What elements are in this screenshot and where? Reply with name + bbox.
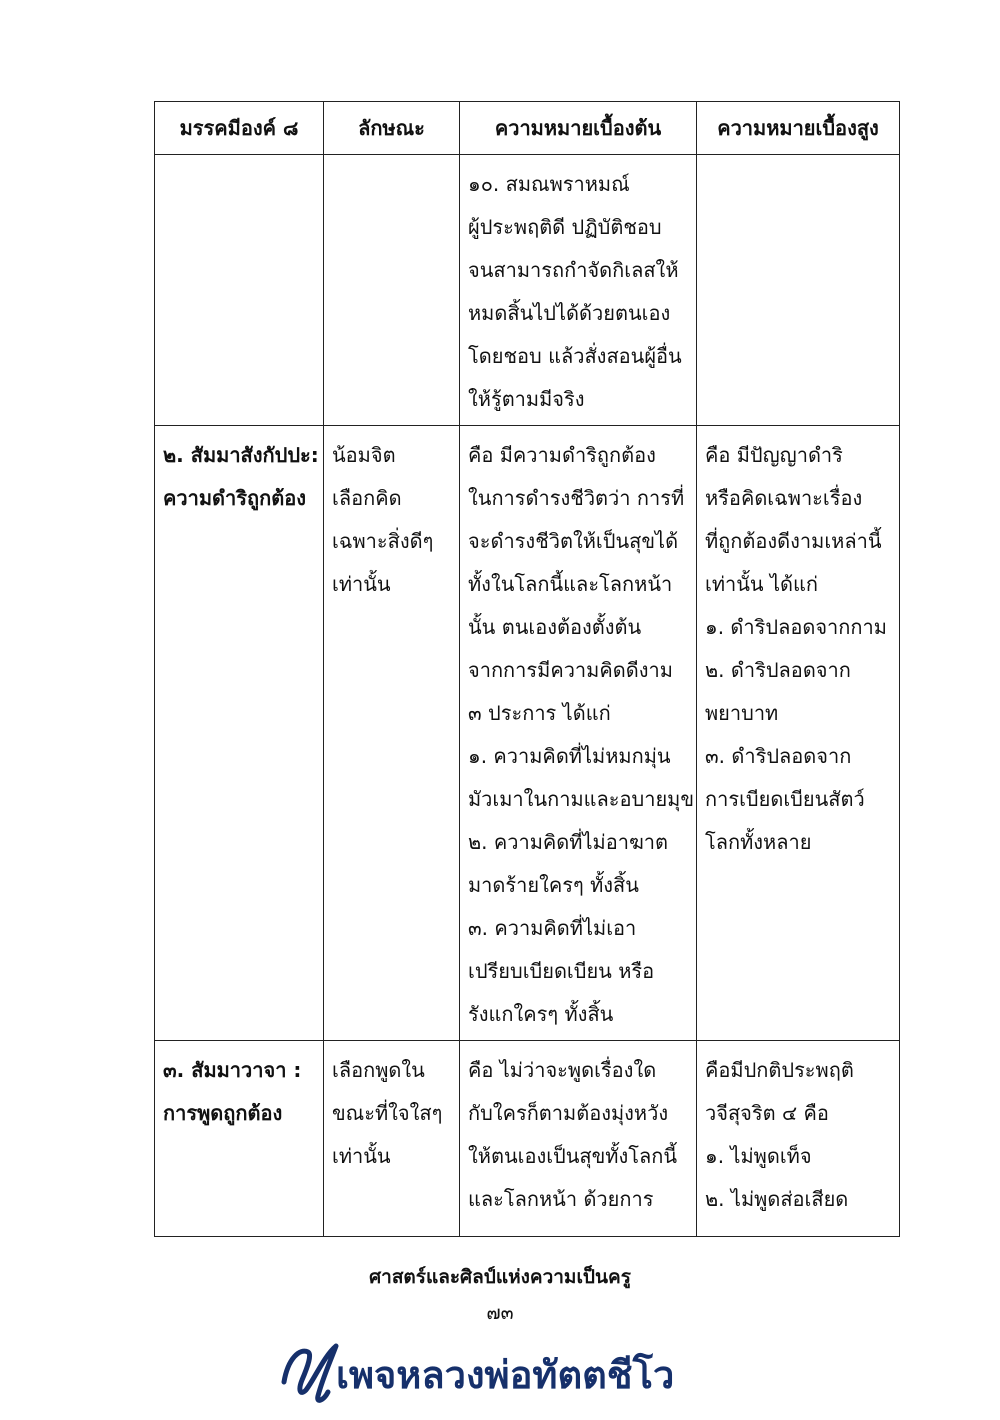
cell-line: และโลกหน้า ด้วยการ [468, 1187, 654, 1211]
cell-advanced-meaning [697, 1041, 900, 1237]
cell-line: พยาบาท [705, 701, 779, 725]
table-row [155, 155, 900, 426]
cell-line: การเบียดเบียนสัตว์ [705, 787, 865, 811]
cell-line: ๒. สัมมาสังกัปปะ: [163, 443, 319, 467]
cell-line: ๓. ดำริปลอดจาก [705, 744, 852, 768]
table-row [155, 426, 900, 1041]
cell-line: หมดสิ้นไปได้ด้วยตนเอง [468, 301, 671, 325]
cell-line: ทั้งในโลกนี้และโลกหน้า [468, 572, 673, 596]
footer-title: ศาสตร์และศิลป์แห่งความเป็นครู [369, 1266, 631, 1288]
cell-line: ขณะที่ใจใสๆ [332, 1101, 443, 1125]
cell-line: จนสามารถกำจัดกิเลสให้ [468, 258, 679, 282]
cell-line: เท่านั้น ได้แก่ [705, 572, 818, 596]
cell-characteristic [324, 155, 460, 426]
cell-line: วจีสุจริต ๔ คือ [705, 1101, 829, 1125]
cell-line: เท่านั้น [332, 1144, 391, 1168]
cell-line: เลือกพูดใน [332, 1058, 425, 1082]
cell-line: ๓. ความคิดที่ไม่เอา [468, 916, 637, 940]
cell-line: เปรียบเบียดเบียน หรือ [468, 959, 655, 983]
logo-text: เพจหลวงพ่อทัตตชีโว [336, 1353, 675, 1397]
cell-advanced-meaning [697, 155, 900, 426]
cell-basic-meaning [460, 1041, 697, 1237]
cell-path [155, 1041, 324, 1237]
cell-line: หรือคิดเฉพาะเรื่อง [705, 486, 863, 510]
table-row [155, 1041, 900, 1237]
cell-line: เลือกคิด [332, 486, 402, 510]
cell-line: โลกทั้งหลาย [705, 830, 812, 854]
cell-line: ๒. ไม่พูดส่อเสียด [705, 1187, 849, 1211]
cell-line: ให้ตนเองเป็นสุขทั้งโลกนี้ [468, 1144, 678, 1168]
cell-line: ๑. ดำริปลอดจากกาม [705, 615, 887, 639]
cell-line: มัวเมาในกามและอบายมุข [468, 787, 695, 811]
cell-line: ๑. ไม่พูดเท็จ [705, 1144, 812, 1168]
cell-line: ๒. ความคิดที่ไม่อาฆาต [468, 830, 669, 854]
header-advanced-meaning: ความหมายเบื้องสูง [697, 102, 900, 155]
cell-line: ๓ ประการ ได้แก่ [468, 701, 611, 725]
cell-line: จะดำรงชีวิตให้เป็นสุขได้ [468, 529, 679, 553]
cell-line: เท่านั้น [332, 572, 391, 596]
cell-line: คือมีปกติประพฤติ [705, 1058, 854, 1082]
cell-advanced-meaning [697, 426, 900, 1041]
cell-line: คือ มีความดำริถูกต้อง [468, 443, 656, 467]
cell-line: โดยชอบ แล้วสั่งสอนผู้อื่น [468, 344, 682, 368]
cell-line: ในการดำรงชีวิตว่า การที่ [468, 486, 685, 510]
cell-characteristic [324, 426, 460, 1041]
cell-line: ๑๐. สมณพราหมณ์ [468, 172, 630, 196]
cell-line: ความดำริถูกต้อง [163, 486, 306, 510]
page-number: ๗๓ [486, 1302, 514, 1324]
cell-line: การพูดถูกต้อง [163, 1101, 283, 1125]
cell-line: ให้รู้ตามมีจริง [468, 387, 585, 411]
cell-line: ๒. ดำริปลอดจาก [705, 658, 851, 682]
cell-line: เฉพาะสิ่งดีๆ [332, 529, 434, 553]
cell-line: ผู้ประพฤติดี ปฏิบัติชอบ [468, 215, 662, 239]
cell-basic-meaning [460, 155, 697, 426]
cell-line: นั้น ตนเองต้องตั้งต้น [468, 615, 642, 639]
cell-line: คือ ไม่ว่าจะพูดเรื่องใด [468, 1058, 657, 1082]
cell-line: ๑. ความคิดที่ไม่หมกมุ่น [468, 744, 671, 768]
cell-line: จากการมีความคิดดีงาม [468, 658, 673, 682]
header-eightfold-path: มรรคมีองค์ ๘ [155, 102, 324, 155]
cell-line: รังแกใครๆ ทั้งสิ้น [468, 1002, 614, 1026]
cell-line: ที่ถูกต้องดีงามเหล่านี้ [705, 529, 882, 553]
cell-line: คือ มีปัญญาดำริ [705, 443, 843, 467]
cell-line: มาดร้ายใครๆ ทั้งสิ้น [468, 873, 639, 897]
cell-characteristic [324, 1041, 460, 1237]
header-characteristic: ลักษณะ [324, 102, 460, 155]
cell-line: กับใครก็ตามต้องมุ่งหวัง [468, 1101, 669, 1125]
cell-line: น้อมจิต [332, 443, 396, 467]
content-table [154, 101, 900, 1237]
cell-path [155, 155, 324, 426]
header-basic-meaning: ความหมายเบื้องต้น [460, 102, 697, 155]
table-header-row [155, 102, 900, 155]
cell-line: ๓. สัมมาวาจา : [163, 1058, 302, 1082]
cell-basic-meaning [460, 426, 697, 1041]
logo [278, 1340, 728, 1410]
cell-path [155, 426, 324, 1041]
